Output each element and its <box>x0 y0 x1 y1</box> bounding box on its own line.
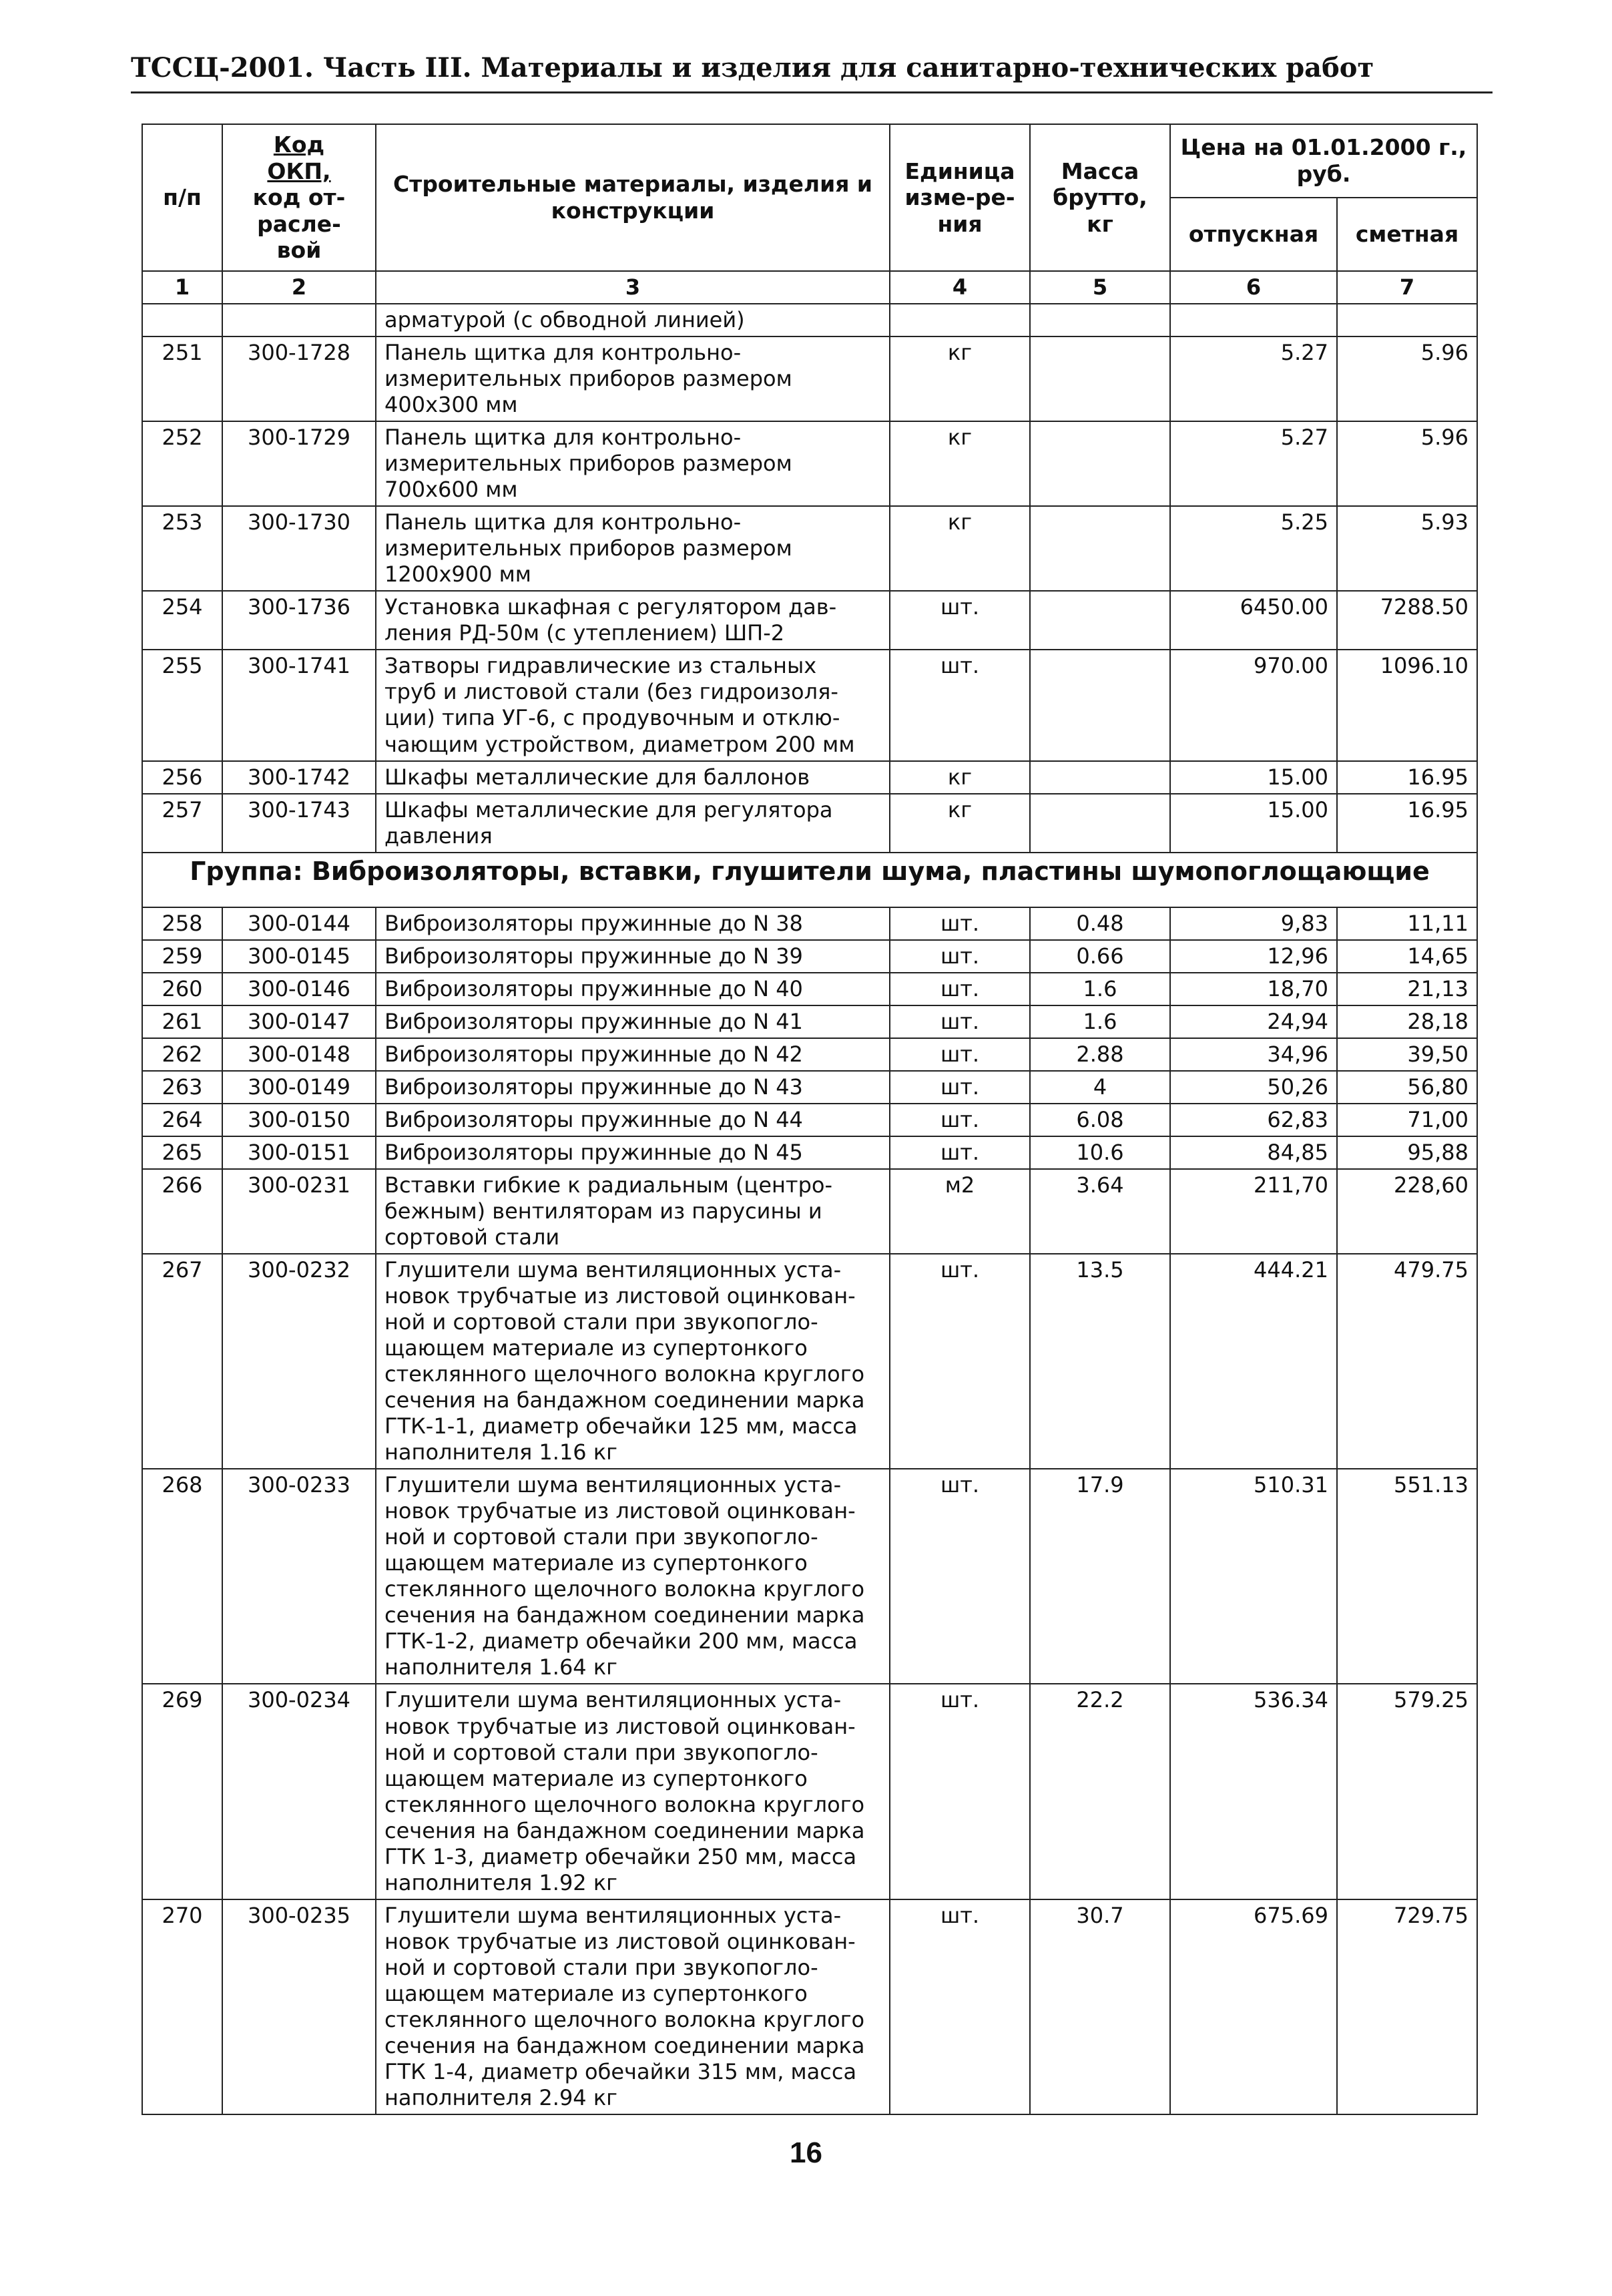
page-header-title: ТССЦ-2001. Часть III. Материалы и изделия для санитарно-технических работ <box>131 52 1374 83</box>
row-name: Шкафы металлические для баллонов <box>376 761 890 794</box>
row-price-release: 510.31 <box>1170 1469 1337 1684</box>
table-row <box>142 506 1477 591</box>
row-mass: 4 <box>1030 1071 1170 1104</box>
row-price-release: 970.00 <box>1170 650 1337 760</box>
group-section <box>142 853 1477 907</box>
row-price-release: 444.21 <box>1170 1254 1337 1469</box>
row-code: 300-0151 <box>222 1136 376 1169</box>
row-price-release: 6450.00 <box>1170 591 1337 650</box>
row-mass: 2.88 <box>1030 1038 1170 1071</box>
row-price-release: 50,26 <box>1170 1071 1337 1104</box>
col-header-code-line2: ОКП, <box>267 158 331 184</box>
row-price-estimate: 5.96 <box>1337 336 1477 421</box>
row-name: Глушители шума вентиляционных уста- новок трубчатые из листовой оцинкован- ной и сортовой стали при звукопогло- щающем материале из супертонкого стеклянного щелочного волокна круглого сечения на бандажном соединении марка ГТК-1-2, диаметр обечайки 200 мм, масса наполнителя 1.64 кг <box>376 1469 890 1684</box>
row-price-estimate: 95,88 <box>1337 1136 1477 1169</box>
table-row <box>142 973 1477 1005</box>
table-row <box>142 1005 1477 1038</box>
row-price-estimate: 729.75 <box>1337 1899 1477 2114</box>
row-mass: 6.08 <box>1030 1104 1170 1136</box>
table-row <box>142 1469 1477 1684</box>
row-price-estimate: 14,65 <box>1337 940 1477 973</box>
row-code: 300-0148 <box>222 1038 376 1071</box>
row-name: арматурой (с обводной линией) <box>376 304 890 336</box>
materials-table <box>142 124 1478 2115</box>
row-unit: кг <box>890 794 1030 853</box>
row-price-estimate: 7288.50 <box>1337 591 1477 650</box>
row-num: 258 <box>142 907 222 940</box>
row-price-estimate: 71,00 <box>1337 1104 1477 1136</box>
row-mass: 1.6 <box>1030 973 1170 1005</box>
row-code: 300-1736 <box>222 591 376 650</box>
col-header-code <box>222 124 376 271</box>
row-unit: шт. <box>890 1136 1030 1169</box>
row-num: 269 <box>142 1684 222 1899</box>
table-row <box>142 1104 1477 1136</box>
table-row <box>142 1899 1477 2114</box>
row-unit: шт. <box>890 1038 1030 1071</box>
col-header-mass: Масса брутто, кг <box>1030 124 1170 271</box>
row-name: Панель щитка для контрольно- измерительных приборов размером 400х300 мм <box>376 336 890 421</box>
row-price-estimate: 28,18 <box>1337 1005 1477 1038</box>
row-unit: шт. <box>890 1005 1030 1038</box>
table-row <box>142 336 1477 421</box>
row-unit: кг <box>890 421 1030 506</box>
row-code: 300-0144 <box>222 907 376 940</box>
row-mass: 13.5 <box>1030 1254 1170 1469</box>
row-unit: шт. <box>890 650 1030 760</box>
row-mass: 10.6 <box>1030 1136 1170 1169</box>
row-name: Глушители шума вентиляционных уста- новок трубчатые из листовой оцинкован- ной и сортовой стали при звукопогло- щающем материале из супертонкого стеклянного щелочного волокна круглого сечения на бандажном соединении марка ГТК 1-3, диаметр обечайки 250 мм, масса наполнителя 1.92 кг <box>376 1684 890 1899</box>
column-number: 7 <box>1337 271 1477 304</box>
row-num: 259 <box>142 940 222 973</box>
row-unit: шт. <box>890 1899 1030 2114</box>
row-price-release: 15.00 <box>1170 794 1337 853</box>
row-num: 267 <box>142 1254 222 1469</box>
row-num: 268 <box>142 1469 222 1684</box>
header-divider <box>131 91 1493 93</box>
col-header-price-release: отпускная <box>1170 198 1337 271</box>
row-num: 253 <box>142 506 222 591</box>
row-price-release: 18,70 <box>1170 973 1337 1005</box>
row-mass <box>1030 761 1170 794</box>
table-row <box>142 794 1477 853</box>
group-row <box>142 853 1477 907</box>
table-row <box>142 1038 1477 1071</box>
col-header-code-line3: код от- расле- вой <box>252 184 346 264</box>
row-price-release: 9,83 <box>1170 907 1337 940</box>
row-num: 251 <box>142 336 222 421</box>
group-title: Группа: Виброизоляторы, вставки, глушители шума, пластины шумопоглощающие <box>142 853 1477 907</box>
row-num: 256 <box>142 761 222 794</box>
row-price-release <box>1170 304 1337 336</box>
row-mass: 17.9 <box>1030 1469 1170 1684</box>
row-mass <box>1030 336 1170 421</box>
col-header-price: Цена на 01.01.2000 г., руб. <box>1170 124 1477 198</box>
table-row <box>142 907 1477 940</box>
table-row <box>142 304 1477 336</box>
row-price-estimate: 11,11 <box>1337 907 1477 940</box>
row-name: Глушители шума вентиляционных уста- новок трубчатые из листовой оцинкован- ной и сортовой стали при звукопогло- щающем материале из супертонкого стеклянного щелочного волокна круглого сечения на бандажном соединении марка ГТК 1-4, диаметр обечайки 315 мм, масса наполнителя 2.94 кг <box>376 1899 890 2114</box>
row-unit: шт. <box>890 1104 1030 1136</box>
row-mass: 0.66 <box>1030 940 1170 973</box>
row-price-estimate: 16.95 <box>1337 761 1477 794</box>
row-code <box>222 304 376 336</box>
row-price-release: 12,96 <box>1170 940 1337 973</box>
row-num: 254 <box>142 591 222 650</box>
row-num: 257 <box>142 794 222 853</box>
row-price-estimate: 16.95 <box>1337 794 1477 853</box>
row-name: Виброизоляторы пружинные до N 38 <box>376 907 890 940</box>
row-code: 300-0235 <box>222 1899 376 2114</box>
row-price-estimate: 579.25 <box>1337 1684 1477 1899</box>
row-num: 252 <box>142 421 222 506</box>
row-unit: шт. <box>890 1684 1030 1899</box>
row-mass: 3.64 <box>1030 1169 1170 1254</box>
row-num: 263 <box>142 1071 222 1104</box>
column-numbers-row <box>142 271 1477 304</box>
row-name: Виброизоляторы пружинные до N 43 <box>376 1071 890 1104</box>
row-name: Виброизоляторы пружинные до N 40 <box>376 973 890 1005</box>
row-mass <box>1030 650 1170 760</box>
row-price-release: 536.34 <box>1170 1684 1337 1899</box>
table-row <box>142 1684 1477 1899</box>
table-row <box>142 1254 1477 1469</box>
row-name: Панель щитка для контрольно- измерительных приборов размером 700х600 мм <box>376 421 890 506</box>
row-price-estimate: 39,50 <box>1337 1038 1477 1071</box>
row-code: 300-0147 <box>222 1005 376 1038</box>
row-code: 300-0146 <box>222 973 376 1005</box>
row-unit: шт. <box>890 907 1030 940</box>
table-row <box>142 591 1477 650</box>
row-price-estimate: 228,60 <box>1337 1169 1477 1254</box>
row-mass: 30.7 <box>1030 1899 1170 2114</box>
table-row <box>142 1136 1477 1169</box>
row-mass <box>1030 591 1170 650</box>
row-code: 300-1741 <box>222 650 376 760</box>
row-name: Затворы гидравлические из стальных труб и листовой стали (без гидроизоля- ции) типа УГ-6, с продувочным и отклю- чающим устройством, диаметром 200 мм <box>376 650 890 760</box>
row-num: 260 <box>142 973 222 1005</box>
row-price-estimate: 479.75 <box>1337 1254 1477 1469</box>
col-header-unit: Единица изме-ре-ния <box>890 124 1030 271</box>
col-header-price-estimate: сметная <box>1337 198 1477 271</box>
row-mass <box>1030 304 1170 336</box>
row-num: 270 <box>142 1899 222 2114</box>
row-num: 266 <box>142 1169 222 1254</box>
row-mass: 22.2 <box>1030 1684 1170 1899</box>
row-price-estimate: 5.96 <box>1337 421 1477 506</box>
row-unit: шт. <box>890 1469 1030 1684</box>
row-code: 300-1743 <box>222 794 376 853</box>
row-unit: шт. <box>890 940 1030 973</box>
row-code: 300-0149 <box>222 1071 376 1104</box>
table-row <box>142 940 1477 973</box>
column-number: 4 <box>890 271 1030 304</box>
row-price-release: 5.27 <box>1170 421 1337 506</box>
column-number: 5 <box>1030 271 1170 304</box>
row-price-release: 211,70 <box>1170 1169 1337 1254</box>
row-code: 300-1730 <box>222 506 376 591</box>
row-price-estimate: 21,13 <box>1337 973 1477 1005</box>
table-row <box>142 1169 1477 1254</box>
row-price-release: 5.27 <box>1170 336 1337 421</box>
row-price-estimate <box>1337 304 1477 336</box>
row-unit: шт. <box>890 1254 1030 1469</box>
row-name: Виброизоляторы пружинные до N 41 <box>376 1005 890 1038</box>
row-num: 255 <box>142 650 222 760</box>
row-mass <box>1030 506 1170 591</box>
row-code: 300-0145 <box>222 940 376 973</box>
row-name: Панель щитка для контрольно- измерительных приборов размером 1200х900 мм <box>376 506 890 591</box>
row-num: 264 <box>142 1104 222 1136</box>
row-price-release: 675.69 <box>1170 1899 1337 2114</box>
row-code: 300-0150 <box>222 1104 376 1136</box>
row-mass: 1.6 <box>1030 1005 1170 1038</box>
row-code: 300-0231 <box>222 1169 376 1254</box>
row-name: Шкафы металлические для регулятора давления <box>376 794 890 853</box>
row-name: Установка шкафная с регулятором дав- ления РД-50м (с утеплением) ШП-2 <box>376 591 890 650</box>
row-name: Виброизоляторы пружинные до N 44 <box>376 1104 890 1136</box>
page-number: 16 <box>790 2136 822 2169</box>
row-name: Виброизоляторы пружинные до N 42 <box>376 1038 890 1071</box>
row-price-release: 62,83 <box>1170 1104 1337 1136</box>
row-name: Глушители шума вентиляционных уста- новок трубчатые из листовой оцинкован- ной и сортовой стали при звукопогло- щающем материале из супертонкого стеклянного щелочного волокна круглого сечения на бандажном соединении марка ГТК-1-1, диаметр обечайки 125 мм, масса наполнителя 1.16 кг <box>376 1254 890 1469</box>
row-unit <box>890 304 1030 336</box>
row-mass <box>1030 421 1170 506</box>
row-price-estimate: 5.93 <box>1337 506 1477 591</box>
row-unit: шт. <box>890 973 1030 1005</box>
row-code: 300-1729 <box>222 421 376 506</box>
row-code: 300-1742 <box>222 761 376 794</box>
row-num: 261 <box>142 1005 222 1038</box>
row-code: 300-0232 <box>222 1254 376 1469</box>
table-body-after-group <box>142 907 1477 2114</box>
row-unit: кг <box>890 506 1030 591</box>
table-row <box>142 761 1477 794</box>
row-unit: шт. <box>890 591 1030 650</box>
row-name: Виброизоляторы пружинные до N 45 <box>376 1136 890 1169</box>
column-number: 6 <box>1170 271 1337 304</box>
table-row <box>142 1071 1477 1104</box>
table-body-before-group <box>142 304 1477 853</box>
row-price-estimate: 56,80 <box>1337 1071 1477 1104</box>
row-price-release: 15.00 <box>1170 761 1337 794</box>
row-price-estimate: 551.13 <box>1337 1469 1477 1684</box>
row-price-release: 84,85 <box>1170 1136 1337 1169</box>
row-unit: шт. <box>890 1071 1030 1104</box>
row-code: 300-1728 <box>222 336 376 421</box>
row-num <box>142 304 222 336</box>
column-number: 1 <box>142 271 222 304</box>
row-num: 262 <box>142 1038 222 1071</box>
table-header <box>142 124 1477 304</box>
row-unit: кг <box>890 336 1030 421</box>
row-price-release: 34,96 <box>1170 1038 1337 1071</box>
row-price-release: 24,94 <box>1170 1005 1337 1038</box>
row-name: Виброизоляторы пружинные до N 39 <box>376 940 890 973</box>
row-num: 265 <box>142 1136 222 1169</box>
column-number: 3 <box>376 271 890 304</box>
row-unit: м2 <box>890 1169 1030 1254</box>
row-price-release: 5.25 <box>1170 506 1337 591</box>
row-code: 300-0233 <box>222 1469 376 1684</box>
row-mass: 0.48 <box>1030 907 1170 940</box>
table-row <box>142 421 1477 506</box>
row-code: 300-0234 <box>222 1684 376 1899</box>
row-name: Вставки гибкие к радиальным (центро- бежным) вентиляторам из парусины и сортовой стали <box>376 1169 890 1254</box>
table-row <box>142 650 1477 760</box>
row-price-estimate: 1096.10 <box>1337 650 1477 760</box>
col-header-num: п/п <box>142 124 222 271</box>
col-header-code-line1: Код <box>273 132 325 158</box>
row-unit: кг <box>890 761 1030 794</box>
row-mass <box>1030 794 1170 853</box>
col-header-name: Строительные материалы, изделия и конструкции <box>376 124 890 271</box>
column-number: 2 <box>222 271 376 304</box>
